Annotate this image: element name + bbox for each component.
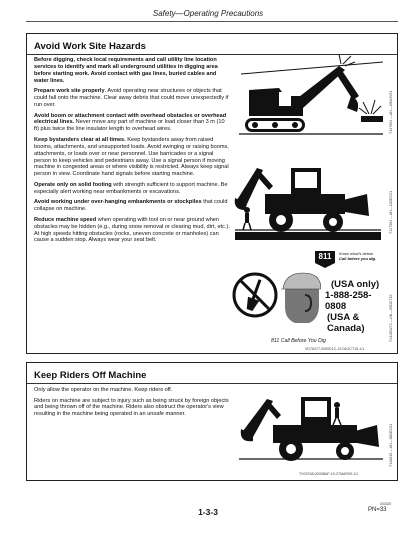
no-dig-icon — [231, 271, 279, 319]
title-rule — [27, 383, 397, 384]
excavator-powerline-icon — [235, 52, 385, 147]
footer-pn: PN=33 — [368, 507, 387, 513]
footer-date: 030320 — [380, 502, 392, 506]
paragraph: Prepare work site properly. Avoid operating near structures or objects that could fall onto the machine. Clear away debris that could move unexpectedly if run over. — [34, 88, 229, 109]
paragraph: Operate only on solid footing with strength sufficient to support machine. Be especially alert working near embankments or excavations. — [34, 181, 228, 195]
section-body — [34, 57, 230, 248]
figure-code: T146815 —UN—08DEC01 — [389, 423, 393, 467]
call-811-figure — [231, 247, 387, 339]
backhoe-bystander-icon — [233, 150, 383, 242]
section-body — [34, 387, 230, 422]
paragraph: Avoid boom or attachment contact with overhead obstacles or overhead electrical lines. Never move any part of machine or load closer than 3 m (10 ft) plus twice the line insulator length to overhead wires. — [34, 112, 227, 133]
figure-code: T147654 —UN—25NOV01 — [389, 90, 393, 134]
reference-code: VD76477,0000D1C-19-04OCT15-1/1 — [305, 347, 365, 351]
section-keep-riders-off — [26, 362, 398, 481]
call-811-text: (USA only) 1-888-258-0808 (USA & Canada) — [325, 279, 380, 334]
figure-caption: 811 Call Before You Dig — [271, 338, 326, 344]
section-title: Keep Riders Off Machine — [34, 370, 147, 381]
figure-code: T147564 —UN—13DEC01 — [389, 190, 393, 234]
page-header: Safety—Operating Precautions — [152, 9, 264, 18]
rider-warning-icon — [237, 385, 385, 469]
section-title: Avoid Work Site Hazards — [34, 41, 146, 52]
page-number: 1-3-3 — [198, 507, 218, 517]
badge-811: 811 — [318, 252, 332, 261]
know-whats-below: Know what's below. Call before you dig. — [339, 251, 377, 261]
figure-code: TX1083272 —UN—05OCT15 — [389, 294, 393, 342]
paragraph: Only allow the operator on the machine. Keep riders off. — [34, 387, 173, 393]
section-avoid-hazards — [26, 33, 398, 354]
reference-code: TX03768,0000BAF-19-27MAR09-1/1 — [299, 472, 359, 476]
paragraph: Reduce machine speed when operating with tool on or near ground when obstacles may be hidden (e.g., during snow removal or clearing mud, dirt, etc.). At high speeds hitting obstacles (rocks, uneven concrete or manholes) can cause a sudden stop. Always wear your seat belt. — [34, 216, 230, 244]
header-rule — [26, 21, 398, 22]
worker-phone-icon — [279, 271, 321, 329]
paragraph: Avoid working under over-hanging embankments or stockpiles that could collapse on machine. — [34, 199, 228, 213]
paragraph: Before digging, check local requirements and call utility line location services to identify and mark all underground utilities in digging area before starting work. Avoid contact with gas lines, buried cables and water lines. — [34, 57, 218, 84]
paragraph: Keep bystanders clear at all times. Keep bystanders away from raised booms, attachments, and unsupported loads. Avoid swinging or raising booms, attachments, or loads over or near personnel. Use barricades or a signal person to keep vehicles and pedestrians away. Use a signal person if moving machine in congested areas or where visibility is restricted. Always keep signal person in view. Coordinate hand signals before starting machine. — [34, 136, 229, 178]
paragraph: Riders on machine are subject to injury such as being struck by foreign objects and being thrown off of the machine. Riders also obstruct the operator's view resulting in the machine being operated in an unsafe manner. — [34, 397, 229, 418]
